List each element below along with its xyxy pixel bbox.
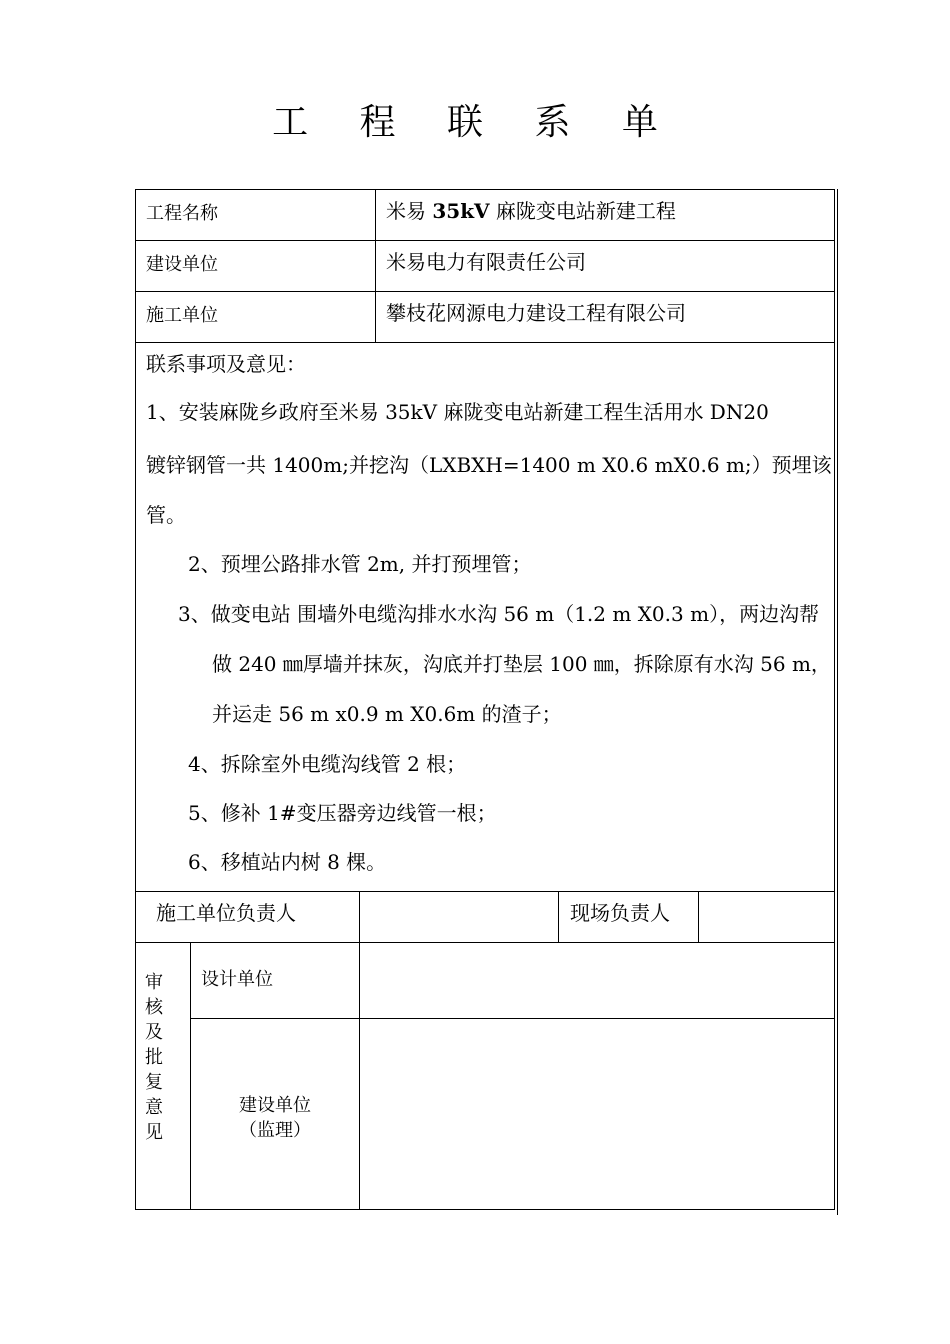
document-title: 工 程 联 系 单 xyxy=(272,102,678,143)
table-line xyxy=(135,342,835,343)
review-side-label xyxy=(143,970,165,1145)
contact-line: 并运走 56 m x0.9 m X0.6m 的渣子； xyxy=(212,702,562,726)
contact-line: 4、拆除室外电缆沟线管 2 根； xyxy=(188,752,467,776)
project-name-voltage: 35kV xyxy=(432,199,490,223)
table-line xyxy=(135,240,835,241)
owner-unit-review-sub: （监理） xyxy=(239,1120,311,1141)
table-line xyxy=(135,942,835,943)
table-line xyxy=(135,891,835,892)
contact-line: 5、修补 1#变压器旁边线管一根； xyxy=(188,801,497,825)
review-side-char: 审 xyxy=(145,972,163,993)
table-line xyxy=(135,1209,835,1210)
project-name-part: 米易 xyxy=(386,199,433,223)
contact-line: 2、预埋公路排水管 2m, 并打预埋管； xyxy=(188,552,532,576)
table-line xyxy=(834,189,835,1210)
table-line xyxy=(135,291,835,292)
table-line xyxy=(698,891,699,943)
review-side-char: 核 xyxy=(145,997,163,1018)
review-side-char: 见 xyxy=(145,1122,163,1143)
project-name-value xyxy=(386,197,676,225)
review-side-char: 批 xyxy=(145,1047,163,1068)
contractor-label: 施工单位 xyxy=(146,305,218,326)
table-line xyxy=(190,1018,835,1019)
contact-line: 3、做变电站 围墙外电缆沟排水水沟 56 m（1.2 m X0.3 m），两边沟帮 xyxy=(178,602,820,626)
review-side-char: 复 xyxy=(145,1072,163,1093)
owner-unit-label: 建设单位 xyxy=(146,254,218,275)
contact-line: 管。 xyxy=(146,503,186,527)
contractor-value: 攀枝花网源电力建设工程有限公司 xyxy=(386,301,686,325)
table-line xyxy=(135,189,136,1210)
table-line xyxy=(837,189,838,1215)
contact-line: 6、移植站内树 8 棵。 xyxy=(188,850,387,874)
construction-lead-label: 施工单位负责人 xyxy=(156,901,296,925)
site-lead-label: 现场负责人 xyxy=(570,901,670,925)
review-side-char: 及 xyxy=(145,1022,163,1043)
design-unit-label: 设计单位 xyxy=(201,969,273,990)
table-line xyxy=(135,189,835,190)
review-side-char: 意 xyxy=(145,1097,163,1118)
owner-unit-review-label: 建设单位 xyxy=(239,1095,311,1116)
owner-unit-value: 米易电力有限责任公司 xyxy=(386,250,586,274)
table-line xyxy=(558,891,559,943)
project-name-part: 麻陇变电站新建工程 xyxy=(489,199,676,223)
contact-line: 镀锌钢管一共 1400m;并挖沟（LXBXH=1400 m X0.6 mX0.6 m;）预埋该 xyxy=(146,453,832,477)
table-line xyxy=(190,942,191,1210)
contact-line: 1、安装麻陇乡政府至米易 35kV 麻陇变电站新建工程生活用水 DN20 xyxy=(146,400,769,424)
project-name-label: 工程名称 xyxy=(146,203,218,224)
contact-line: 做 240 ㎜厚墙并抹灰，沟底并打垫层 100 ㎜，拆除原有水沟 56 m， xyxy=(212,652,831,676)
table-line xyxy=(375,189,376,343)
table-line xyxy=(359,891,360,1210)
contact-heading: 联系事项及意见： xyxy=(146,352,306,376)
